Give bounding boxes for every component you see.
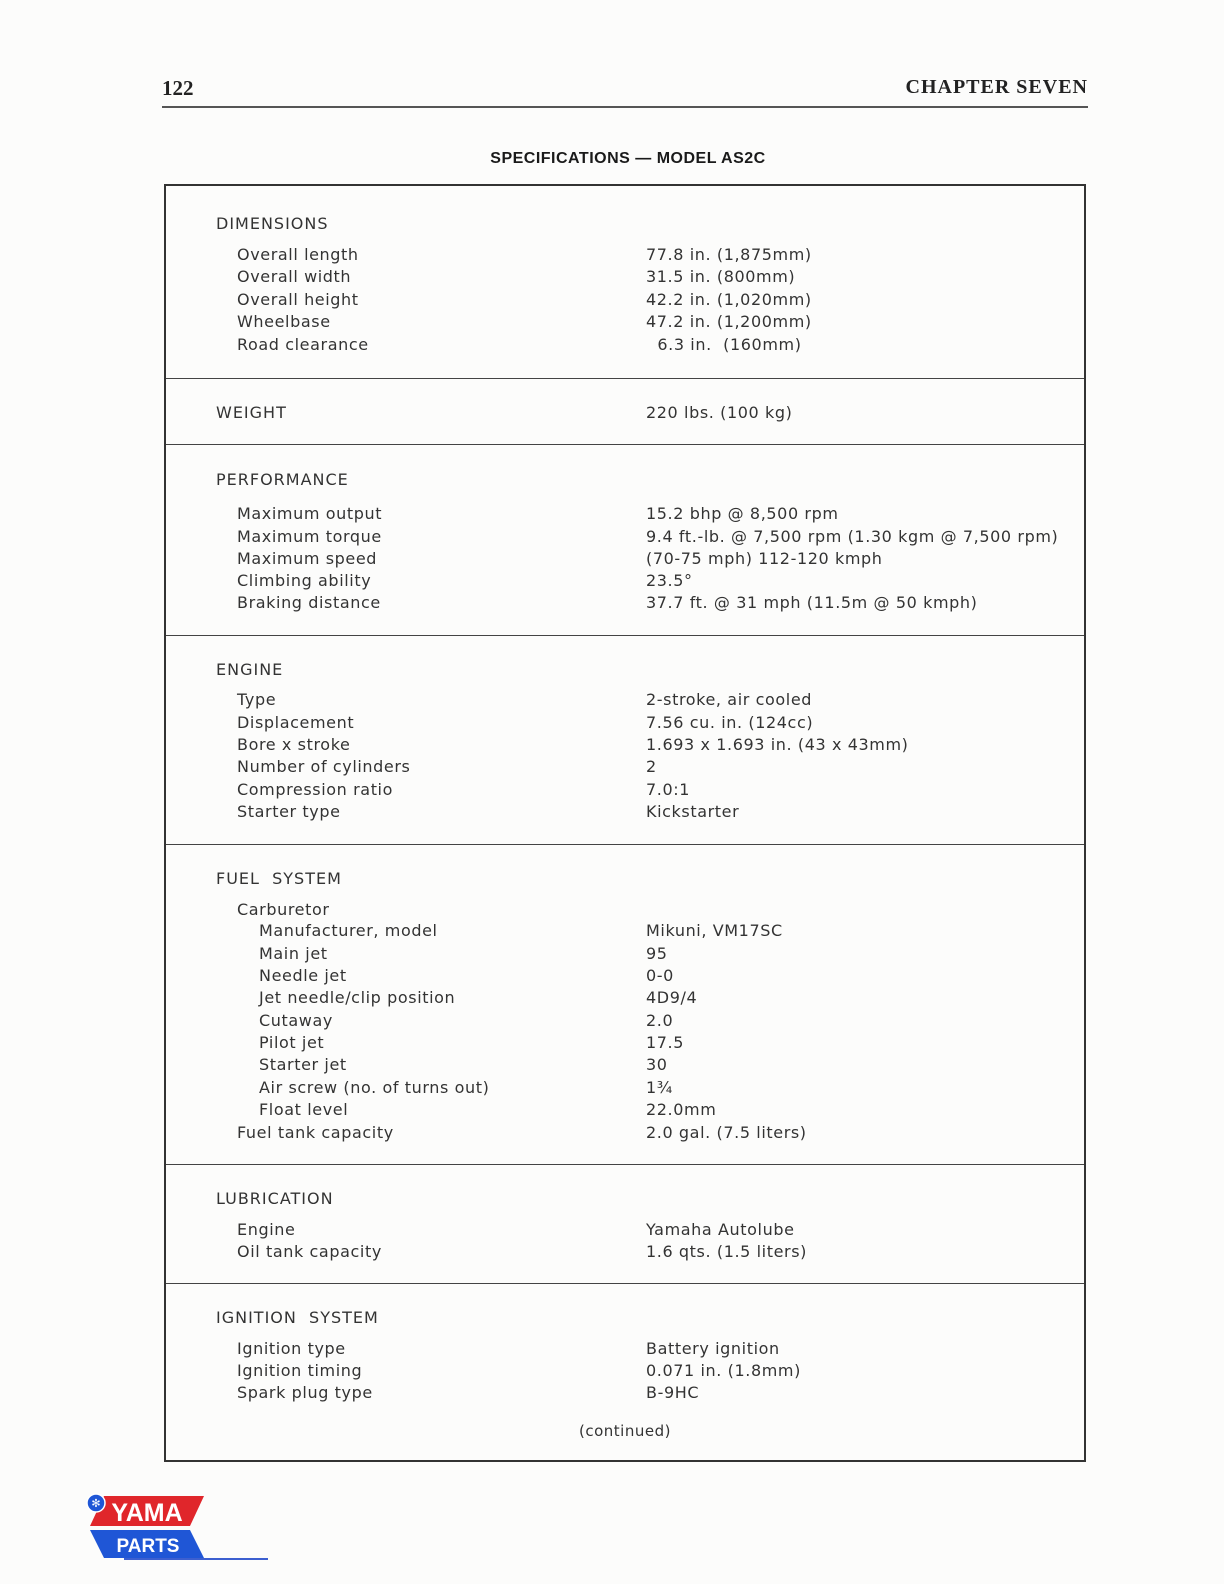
spec-row	[166, 1011, 1084, 1033]
spec-value: Yamaha Autolube	[646, 1220, 795, 1239]
logo-emblem-star: ✻	[91, 1497, 101, 1510]
spec-row	[166, 1242, 1084, 1264]
spec-label: Climbing ability	[237, 571, 372, 590]
page-header	[162, 74, 1088, 108]
spec-row	[166, 504, 1084, 526]
spec-label: Manufacturer, model	[259, 921, 438, 940]
spec-label: Maximum speed	[237, 549, 378, 568]
spec-label: Road clearance	[237, 335, 369, 354]
spec-value: 7.56 cu. in. (124cc)	[646, 713, 814, 732]
section-fuel-system	[166, 844, 1084, 1165]
spec-value: 2-stroke, air cooled	[646, 690, 813, 709]
specifications-table	[164, 184, 1086, 1462]
spec-row	[166, 966, 1084, 988]
spec-row	[166, 921, 1084, 943]
section-lubrication	[166, 1164, 1084, 1284]
spec-value: 7.0:1	[646, 780, 691, 799]
spec-value: Mikuni, VM17SC	[646, 921, 783, 940]
spec-row	[166, 757, 1084, 779]
spec-row	[166, 1339, 1084, 1361]
spec-value: 4D9/4	[646, 988, 698, 1007]
spec-value: 37.7 ft. @ 31 mph (11.5m @ 50 kmph)	[646, 593, 978, 612]
spec-value: Kickstarter	[646, 802, 740, 821]
spec-value: 42.2 in. (1,020mm)	[646, 290, 812, 309]
spec-row	[166, 735, 1084, 757]
spec-row	[166, 1361, 1084, 1383]
spec-value: 0.071 in. (1.8mm)	[646, 1361, 801, 1380]
section-title: LUBRICATION	[216, 1189, 334, 1208]
spec-row	[166, 527, 1084, 549]
spec-value: 15.2 bhp @ 8,500 rpm	[646, 504, 839, 523]
spec-row	[166, 335, 1084, 357]
logo-bottom-text: PARTS	[116, 1536, 180, 1557]
spec-row	[166, 1033, 1084, 1055]
spec-value: 2	[646, 757, 657, 776]
spec-label: Number of cylinders	[237, 757, 411, 776]
spec-label: Float level	[259, 1100, 349, 1119]
section-title: IGNITION SYSTEM	[216, 1308, 379, 1327]
spec-row	[166, 1055, 1084, 1077]
spec-row	[166, 1383, 1084, 1405]
spec-label: Braking distance	[237, 593, 381, 612]
spec-label: Bore x stroke	[237, 735, 351, 754]
section-title: WEIGHT	[216, 403, 287, 422]
spec-label: Jet needle/clip position	[259, 988, 456, 1007]
spec-label: Ignition timing	[237, 1361, 363, 1380]
spec-value: 77.8 in. (1,875mm)	[646, 245, 812, 264]
spec-value: 30	[646, 1055, 668, 1074]
section-performance	[166, 444, 1084, 636]
spec-value: B-9HC	[646, 1383, 700, 1402]
spec-label: Main jet	[259, 944, 328, 963]
section-ignition-system	[166, 1283, 1084, 1461]
section-title: PERFORMANCE	[216, 470, 349, 489]
spec-row	[166, 944, 1084, 966]
spec-row	[166, 690, 1084, 712]
spec-row	[166, 290, 1084, 312]
spec-row	[166, 713, 1084, 735]
section-weight	[166, 378, 1084, 445]
spec-value: 1.6 qts. (1.5 liters)	[646, 1242, 808, 1261]
spec-label: Starter type	[237, 802, 341, 821]
section-title: DIMENSIONS	[216, 214, 329, 233]
spec-value: 2.0	[646, 1011, 674, 1030]
spec-row	[166, 1220, 1084, 1242]
spec-label: Maximum torque	[237, 527, 382, 546]
spec-label: Displacement	[237, 713, 355, 732]
continued-note: (continued)	[579, 1422, 671, 1440]
chapter-title: CHAPTER SEVEN	[905, 76, 1088, 98]
spec-value: 9.4 ft.-lb. @ 7,500 rpm (1.30 kgm @ 7,500 rpm)	[646, 527, 1059, 546]
spec-label: Type	[237, 690, 277, 709]
specifications-title: SPECIFICATIONS — MODEL AS2C	[490, 150, 766, 167]
spec-row	[166, 312, 1084, 334]
spec-label: Oil tank capacity	[237, 1242, 382, 1261]
spec-value: 1.693 x 1.693 in. (43 x 43mm)	[646, 735, 909, 754]
spec-row	[166, 802, 1084, 824]
spec-label: Maximum output	[237, 504, 383, 523]
logo-top-text: YAMA	[111, 1499, 183, 1527]
section-dimensions	[166, 186, 1084, 378]
page-number: 122	[162, 76, 194, 100]
spec-value: Battery ignition	[646, 1339, 780, 1358]
logo-underline	[124, 1558, 268, 1560]
spec-value: 17.5	[646, 1033, 685, 1052]
spec-label: Wheelbase	[237, 312, 331, 331]
spec-value: 2.0 gal. (7.5 liters)	[646, 1123, 807, 1142]
spec-value: 23.5°	[646, 571, 693, 590]
spec-row	[166, 1100, 1084, 1122]
spec-label: Overall length	[237, 245, 359, 264]
spec-label: Cutaway	[259, 1011, 333, 1030]
spec-row	[166, 900, 1084, 922]
spec-value: (70-75 mph) 112-120 kmph	[646, 549, 883, 568]
spec-row	[166, 988, 1084, 1010]
spec-label: Pilot jet	[259, 1033, 325, 1052]
spec-label: Overall width	[237, 267, 352, 286]
spec-label: Ignition type	[237, 1339, 346, 1358]
spec-value: 95	[646, 944, 668, 963]
spec-label: Fuel tank capacity	[237, 1123, 394, 1142]
spec-row	[166, 245, 1084, 267]
spec-value: 1¾	[646, 1078, 673, 1097]
spec-row	[166, 1123, 1084, 1145]
section-title: FUEL SYSTEM	[216, 869, 342, 888]
spec-label: Starter jet	[259, 1055, 347, 1074]
spec-label: Overall height	[237, 290, 359, 309]
spec-label: Air screw (no. of turns out)	[259, 1078, 490, 1097]
spec-label: Needle jet	[259, 966, 347, 985]
spec-value: 0-0	[646, 966, 674, 985]
spec-row	[166, 593, 1084, 615]
spec-row	[166, 571, 1084, 593]
spec-row	[166, 780, 1084, 802]
spec-label: Compression ratio	[237, 780, 393, 799]
spec-row	[166, 549, 1084, 571]
section-title: ENGINE	[216, 660, 284, 679]
spec-row	[166, 403, 1084, 425]
spec-value: 22.0mm	[646, 1100, 717, 1119]
spec-row	[166, 1078, 1084, 1100]
spec-label: Engine	[237, 1220, 296, 1239]
spec-value: 220 lbs. (100 kg)	[646, 403, 793, 422]
yamaparts-logo	[84, 1490, 274, 1564]
spec-label: Spark plug type	[237, 1383, 373, 1402]
section-engine	[166, 635, 1084, 845]
spec-value: 31.5 in. (800mm)	[646, 267, 796, 286]
spec-value: 47.2 in. (1,200mm)	[646, 312, 812, 331]
spec-label: Carburetor	[237, 900, 330, 919]
spec-value: 6.3 in. (160mm)	[646, 335, 802, 354]
spec-row	[166, 267, 1084, 289]
